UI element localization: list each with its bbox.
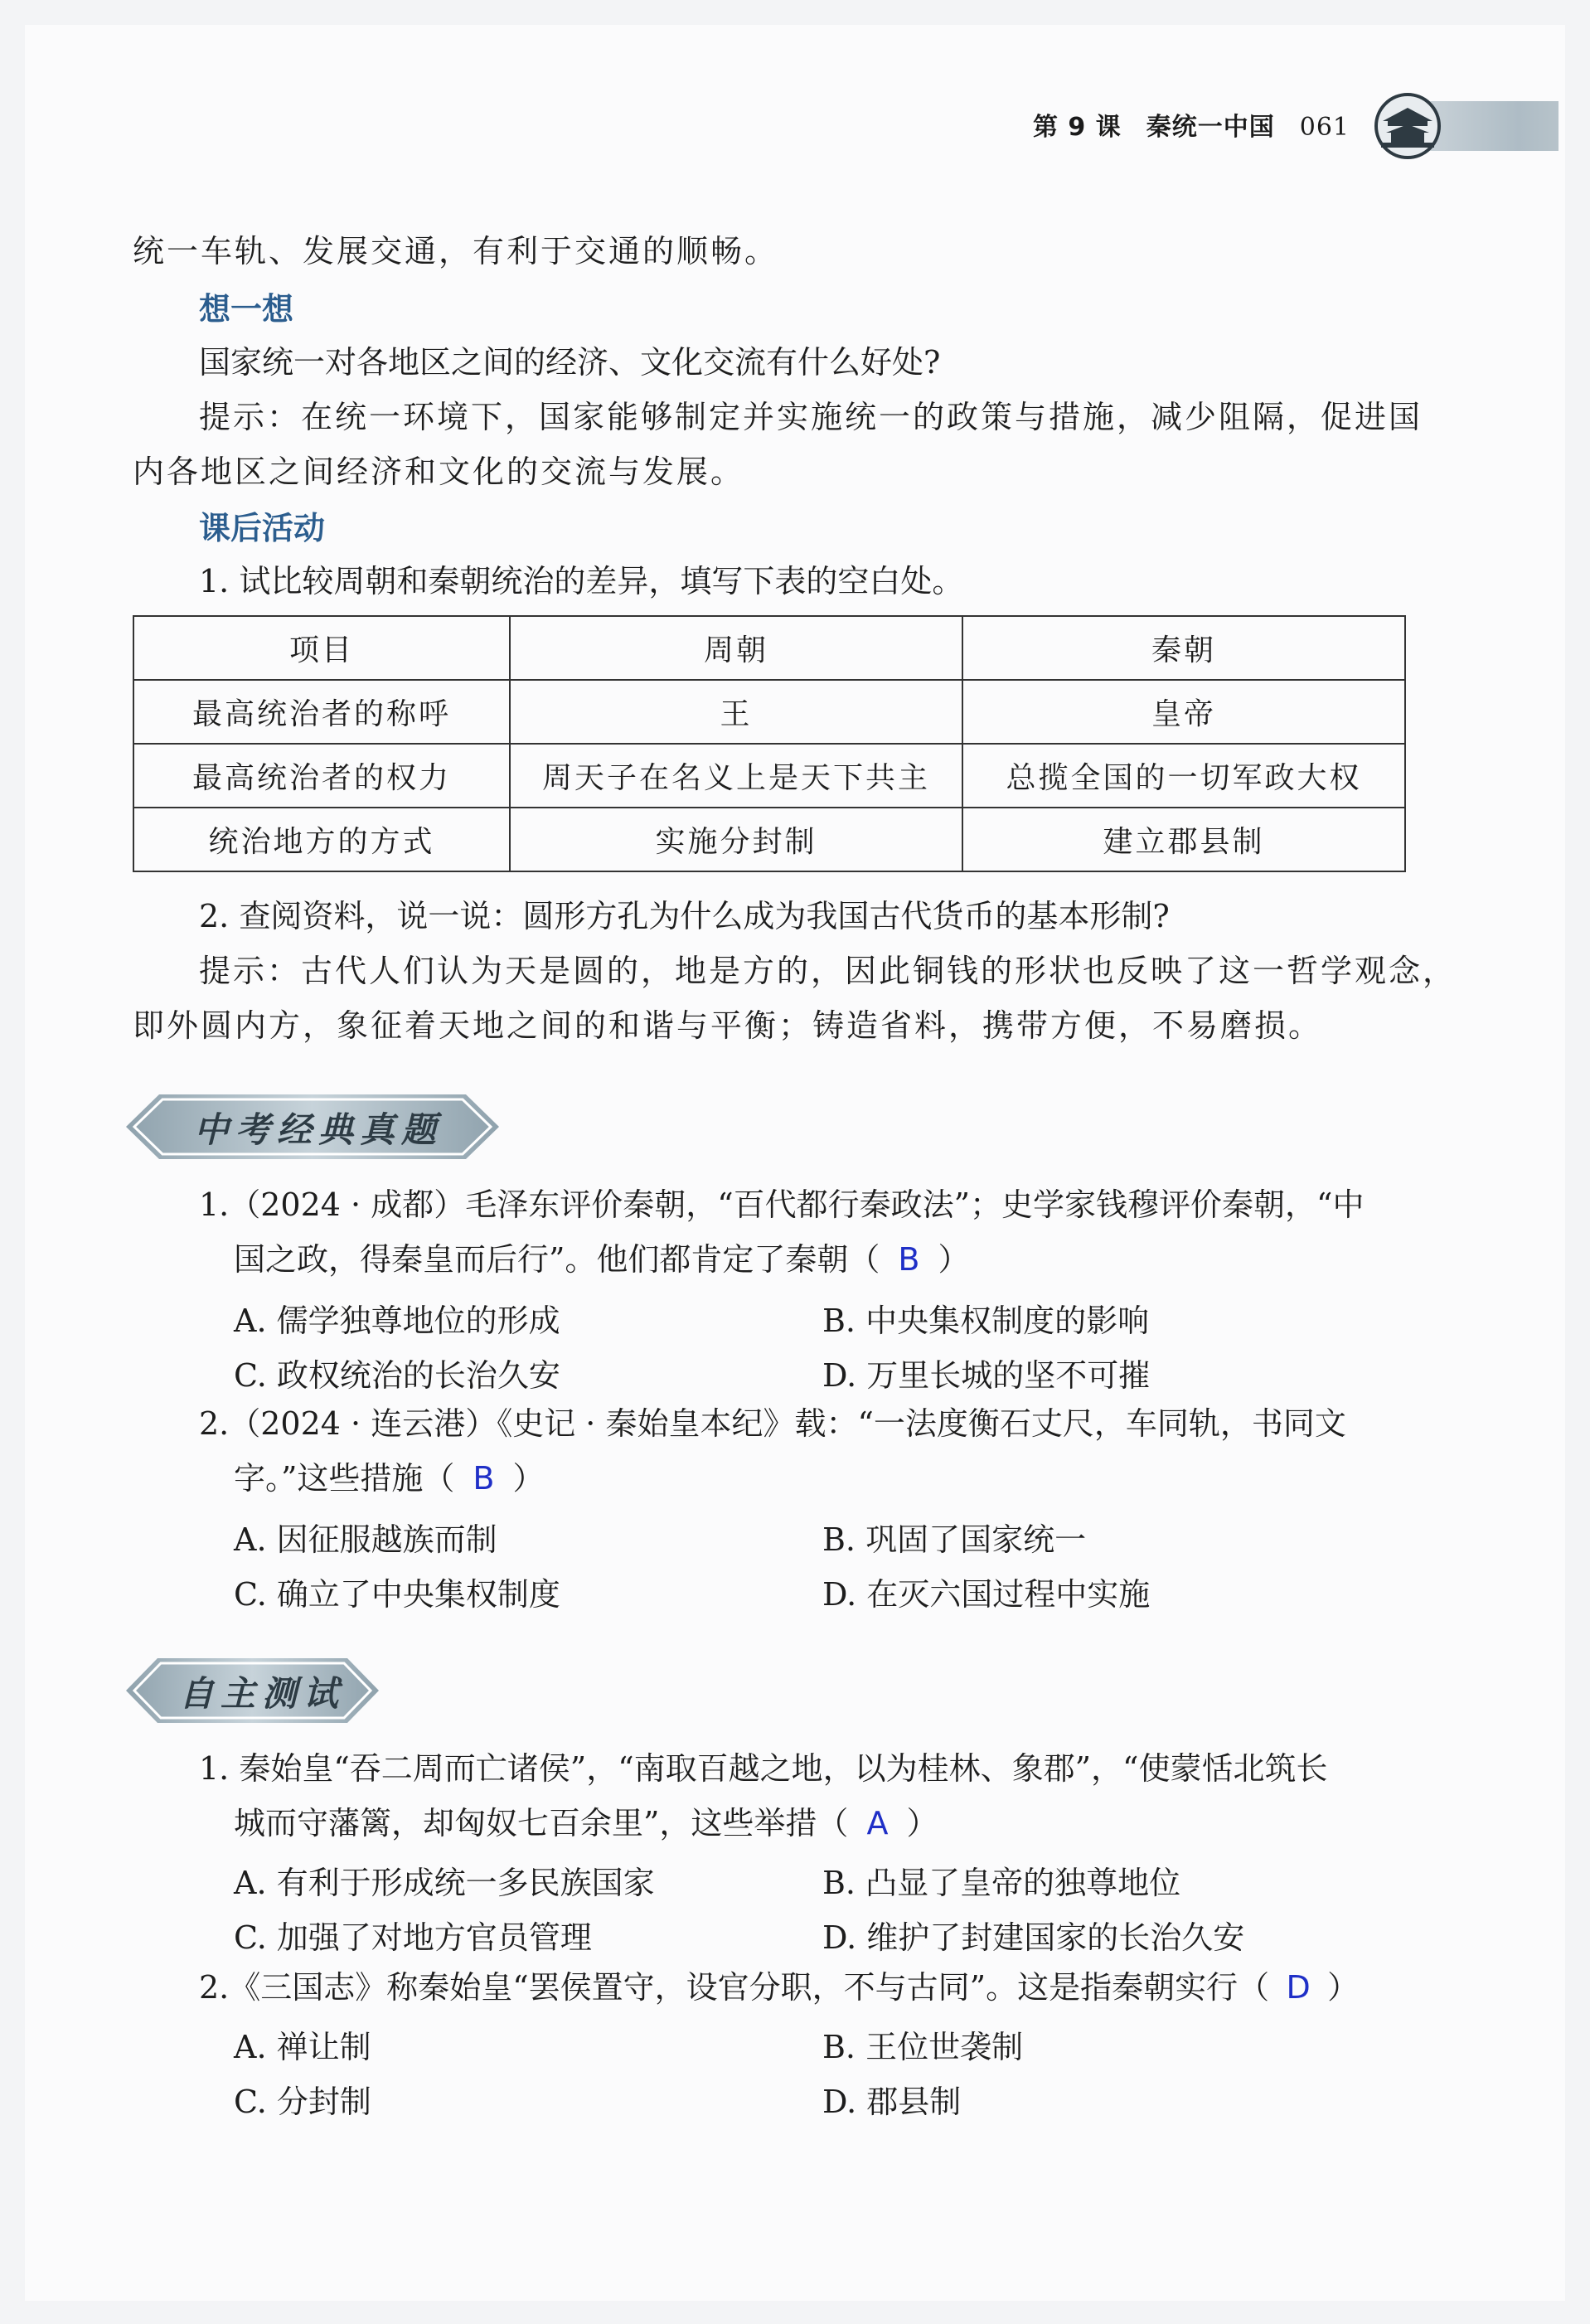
- exam-banner-label: 中考经典真题: [194, 1109, 444, 1150]
- table-cell: 最高统治者的权力: [133, 744, 510, 808]
- exam-q2-stem: 字。”这些措施（: [234, 1460, 455, 1497]
- option-d: D. 维护了封建国家的长治久安: [822, 1919, 1245, 1956]
- option-c: C. 加强了对地方官员管理: [234, 1919, 592, 1956]
- think-question: 国家统一对各地区之间的经济、文化交流有什么好处?: [199, 344, 941, 381]
- page-header: [0, 91, 1590, 158]
- table-cell: 王: [510, 680, 962, 744]
- option-c: C. 政权统治的长治久安: [234, 1357, 560, 1394]
- table-header-cell: 周朝: [510, 616, 962, 680]
- self-q2-stem: 2.《三国志》称秦始皇“罢侯置守，设官分职，不与古同”。这是指秦朝实行（: [199, 1969, 1270, 2006]
- self-q1-line1: 1. 秦始皇“吞二周而亡诸侯”，“南取百越之地，以为桂林、象郡”，“使蒙恬北筑长: [199, 1750, 1328, 1787]
- table-cell: 实施分封制: [510, 808, 962, 871]
- self-q1-line2: [234, 1796, 1510, 1851]
- option-d: D. 万里长城的坚不可摧: [822, 1357, 1151, 1394]
- table-cell: 总揽全国的一切军政大权: [962, 744, 1405, 808]
- option-b: B. 巩固了国家统一: [822, 1521, 1087, 1558]
- table-cell: 统治地方的方式: [133, 808, 510, 871]
- header-text: [1033, 106, 1350, 143]
- table-cell: 周天子在名义上是天下共主: [510, 744, 962, 808]
- option-a: A. 禅让制: [234, 2029, 371, 2065]
- answer-mark: B: [898, 1241, 920, 1278]
- option-d: D. 在灭六国过程中实施: [822, 1576, 1151, 1613]
- answer-mark: B: [473, 1460, 495, 1497]
- exam-q1-line2: [234, 1232, 1510, 1287]
- exam-q2-line2: [234, 1451, 1510, 1506]
- activity-q1: 1. 试比较周朝和秦朝统治的差异，填写下表的空白处。: [199, 563, 964, 599]
- exam-q2-close: ）: [512, 1460, 545, 1497]
- comparison-table: [133, 615, 1406, 872]
- option-b: B. 王位世袭制: [822, 2029, 1024, 2065]
- self-test-banner-label: 自主测试: [179, 1673, 346, 1714]
- option-b: B. 凸显了皇帝的独尊地位: [822, 1865, 1181, 1901]
- self-q1-stem: 城而守藩篱，却匈奴七百余里”，这些举措（: [234, 1805, 849, 1841]
- self-q2-close: ）: [1327, 1969, 1360, 2006]
- option-a: A. 儒学独尊地位的形成: [234, 1303, 560, 1339]
- table-header-cell: 项目: [133, 616, 510, 680]
- exam-q1-stem: 国之政，得秦皇而后行”。他们都肯定了秦朝（: [234, 1241, 880, 1278]
- exam-q1-line1: 1.（2024 · 成都）毛泽东评价秦朝，“百代都行秦政法”；史学家钱穆评价秦朝，“中: [199, 1186, 1365, 1223]
- option-a: A. 因征服越族而制: [234, 1521, 497, 1558]
- think-hint-line1: 提示：在统一环境下，国家能够制定并实施统一的政策与措施，减少阻隔，促进国: [199, 399, 1423, 435]
- exam-q2-line1: 2.（2024 · 连云港）《史记 · 秦始皇本纪》载：“一法度衡石丈尺，车同轨，书同文: [199, 1405, 1346, 1442]
- table-row: [133, 808, 1405, 871]
- think-heading: 想一想: [199, 291, 294, 327]
- table-cell: 皇帝: [962, 680, 1405, 744]
- table-header-row: [133, 616, 1405, 680]
- lesson-number: 第 9 课: [1032, 113, 1122, 142]
- self-q1-close: ）: [906, 1805, 938, 1841]
- exam-q1-close: ）: [938, 1241, 970, 1278]
- answer-mark: A: [866, 1805, 889, 1841]
- page-number: 061: [1299, 113, 1350, 142]
- option-b: B. 中央集权制度的影响: [822, 1303, 1150, 1339]
- self-test-banner: [126, 1658, 379, 1723]
- intro-line: 统一车轨、发展交通，有利于交通的顺畅。: [133, 233, 779, 269]
- activity-hint-line1: 提示：古代人们认为天是圆的，地是方的，因此铜钱的形状也反映了这一哲学观念，: [199, 953, 1457, 989]
- table-header-cell: 秦朝: [962, 616, 1405, 680]
- option-d: D. 郡县制: [822, 2084, 962, 2120]
- self-q2-line1: [199, 1960, 1476, 2015]
- table-row: [133, 744, 1405, 808]
- option-a: A. 有利于形成统一多民族国家: [234, 1865, 655, 1901]
- option-c: C. 确立了中央集权制度: [234, 1576, 560, 1613]
- table-cell: 最高统治者的称呼: [133, 680, 510, 744]
- option-c: C. 分封制: [234, 2084, 371, 2120]
- activity-q2: 2. 查阅资料，说一说：圆形方孔为什么成为我国古代货币的基本形制?: [199, 898, 1170, 934]
- think-hint-line2: 内各地区之间经济和文化的交流与发展。: [133, 454, 745, 490]
- activity-heading: 课后活动: [199, 510, 326, 546]
- activity-hint-line2: 即外圆内方，象征着天地之间的和谐与平衡；铸造省料，携带方便，不易磨损。: [133, 1007, 1323, 1044]
- answer-mark: D: [1286, 1969, 1311, 2006]
- table-cell: 建立郡县制: [962, 808, 1405, 871]
- lesson-title: 秦统一中国: [1146, 113, 1275, 142]
- exam-banner: [126, 1094, 499, 1159]
- table-row: [133, 680, 1405, 744]
- palace-logo-icon: [1368, 91, 1447, 161]
